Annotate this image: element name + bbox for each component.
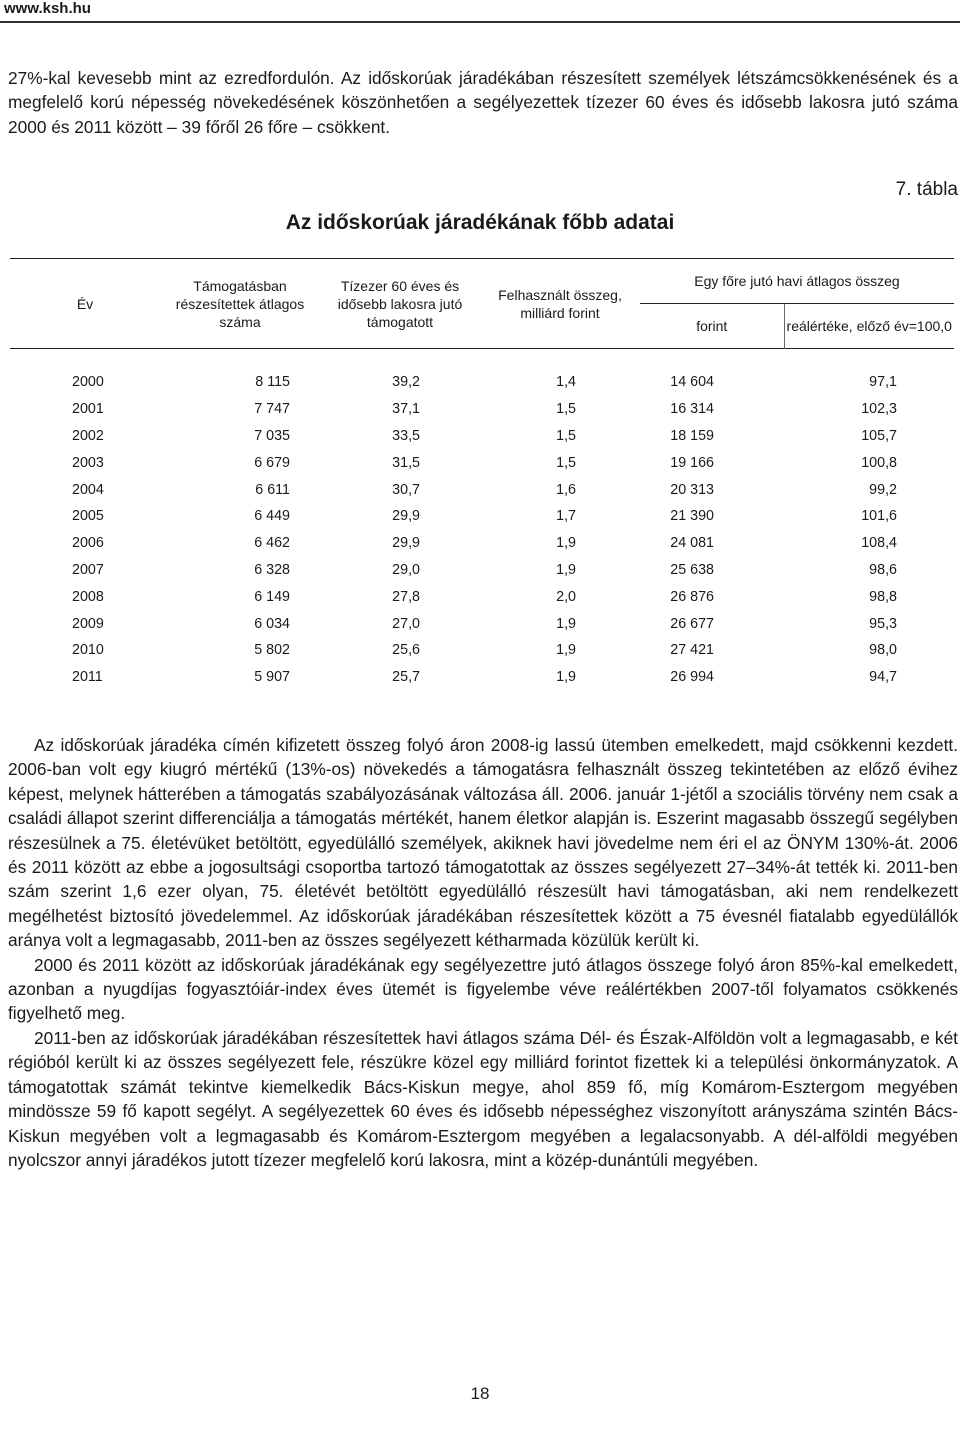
cell-amount: 1,6 [556,481,576,498]
cell-monthly-forint: 25 638 [670,561,714,578]
cell-monthly-forint: 21 390 [670,508,714,525]
cell-recipients: 6 328 [254,561,290,578]
cell-recipients: 6 462 [254,535,290,552]
cell-monthly-forint: 14 604 [670,374,714,391]
cell-monthly-real: 98,0 [869,642,897,659]
cell-per-10000: 27,8 [392,588,420,605]
cell-year: 2002 [72,427,104,444]
cell-year: 2009 [72,615,104,632]
cell-per-10000: 37,1 [392,401,420,418]
cell-monthly-real: 98,6 [869,561,897,578]
cell-amount: 1,5 [556,454,576,471]
cell-per-10000: 29,0 [392,561,420,578]
site-url[interactable]: www.ksh.hu [4,0,91,17]
table-row [10,530,954,557]
cell-recipients: 5 802 [254,642,290,659]
cell-amount: 1,7 [556,508,576,525]
table-header [10,259,954,349]
header-amount: Felhasznált összeg, milliárd forint [498,286,622,321]
cell-per-10000: 31,5 [392,454,420,471]
cell-amount: 1,4 [556,374,576,391]
cell-year: 2008 [72,588,104,605]
page-number: 18 [470,1384,490,1403]
cell-monthly-forint: 16 314 [670,401,714,418]
cell-year: 2005 [72,508,104,525]
cell-monthly-real: 101,6 [861,508,897,525]
cell-year: 2006 [72,535,104,552]
cell-recipients: 6 611 [255,481,290,498]
table-row [10,423,954,450]
cell-year: 2003 [72,454,104,471]
cell-recipients: 7 035 [254,427,290,444]
cell-monthly-real: 98,8 [869,588,897,605]
cell-monthly-forint: 26 677 [670,615,714,632]
cell-amount: 1,9 [556,615,576,632]
table-title: Az időskorúak járadékának főbb adatai [285,211,675,234]
body-paragraph-3: 2011-ben az időskorúak járadékában részesítettek havi átlagos száma Dél- és Észak-Alföldön volt a legmagasabb, e két régióból került ki az összes segélyezett fele, részükre közel egy milliárd forintot fizettek ki a települési önkormányzatok. A támogatottak számát tekintve kiemelkedik Bács-Kiskun megye, ahol 859 fő, míg Komárom-Esztergom megyében mindössze 59 fő kapott segélyt. A segélyezettek 60 éves és idősebb népességhez viszonyított arányszáma szintén Bács-Kiskun megyében volt a legmagasabb és Komárom-Esztergom megyében a legalacsonyabb. A dél-alföldi megyében nyolcszor annyi járadékos jutott tízezer megfelelő korú lakosra, mint a közép-dunántúli megyében. [8,1027,958,1170]
cell-per-10000: 39,2 [392,374,420,391]
cell-recipients: 7 747 [254,401,290,418]
cell-per-10000: 29,9 [392,508,420,525]
cell-year: 2007 [72,561,104,578]
cell-per-10000: 25,7 [392,669,420,686]
cell-monthly-real: 97,1 [869,374,897,391]
table-row [10,637,954,664]
cell-monthly-real: 95,3 [869,615,897,632]
header-rule [0,21,960,23]
cell-per-10000: 30,7 [392,481,420,498]
header-monthly-real: reálértéke, előző év=100,0 [784,304,954,349]
cell-monthly-real: 102,3 [861,401,897,418]
header-monthly-forint: forint [696,318,728,334]
cell-recipients: 6 149 [254,588,290,605]
cell-recipients: 6 034 [254,615,290,632]
cell-monthly-forint: 20 313 [670,481,714,498]
cell-per-10000: 27,0 [392,615,420,632]
cell-amount: 1,9 [556,669,576,686]
table-number: 7. tábla [895,179,958,200]
table-body [10,349,954,691]
cell-recipients: 5 907 [254,669,290,686]
intro-paragraph [8,66,958,139]
table-row [10,583,954,610]
cell-monthly-forint: 24 081 [670,535,714,552]
cell-monthly-forint: 27 421 [670,642,714,659]
data-table [10,258,954,691]
cell-recipients: 8 115 [255,374,290,391]
cell-recipients: 6 449 [254,508,290,525]
cell-amount: 1,9 [556,642,576,659]
cell-amount: 1,9 [556,561,576,578]
table-row [10,349,954,396]
body-paragraph-1: Az időskorúak járadéka címén kifizetett összeg folyó áron 2008-ig lassú ütemben emelkedett, majd csökkenni kezdett. 2006-ban volt egy kiugró mértékű (13%-os) növekedés a támogatásra felhasznált összeg tekintetében az előző évihez képest, melynek hátterében a támogatás szabályozásának változása áll. 2006. január 1-jétől a szociális törvény nem csak a családi állapot szerint differenciálja a támogatás mértékét, hanem életkor alapján is. Eszerint magasabb összegű segélyben részesülnek a 75. életévüket betöltött, egyedülálló személyek, akiknek havi jövedelme nem éri el az ÖNYM 130%-át. 2006 és 2011 között az ebbe a jogosultsági csoportba tartozó támogatottak az összes segélyezett 27–34%-át tették ki. 2011-ben szám szerint 1,6 ezer olyan, 75. életévét betöltött egyedülálló részesült havi támogatásban, aki nem rendelkezett megélhetést biztosító jövedelemmel. Az időskorúak járadékában részesítettek között a 75 évesnél fiatalabb egyedülállók aránya volt a legmagasabb, 2011-ben az összes segélyezett kétharmada közülük került ki. [8,735,958,951]
cell-year: 2004 [72,481,104,498]
cell-year: 2001 [72,401,104,418]
header-recipients: Támogatásban részesítettek átlagos száma [175,277,305,330]
cell-amount: 1,5 [556,427,576,444]
header-year: Év [76,295,94,312]
cell-monthly-real: 94,7 [869,669,897,686]
intro-text: 27%-kal kevesebb mint az ezredfordulón. Az időskorúak járadékában részesített személyek létszámcsökkenésének és a megfelelő korú népesség növekedésének köszönhetően a segélyezettek tízezer 60 éves és idősebb lakosra jutó száma 2000 és 2011 között – 39 főről 26 főre – csökkent. [8,68,958,137]
cell-per-10000: 29,9 [392,535,420,552]
header-per-10000: Tízezer 60 éves és idősebb lakosra jutó támogatott [337,277,463,330]
header-monthly-group: Egy főre jutó havi átlagos összeg [640,259,954,304]
cell-amount: 1,9 [556,535,576,552]
cell-monthly-real: 108,4 [861,535,897,552]
cell-year: 2000 [72,374,104,391]
table-row [10,503,954,530]
cell-amount: 2,0 [556,588,576,605]
cell-per-10000: 33,5 [392,427,420,444]
table-row [10,449,954,476]
cell-monthly-forint: 26 994 [670,669,714,686]
cell-monthly-real: 105,7 [861,427,897,444]
cell-year: 2010 [72,642,104,659]
cell-monthly-real: 99,2 [869,481,897,498]
cell-year: 2011 [72,669,103,686]
cell-monthly-forint: 26 876 [670,588,714,605]
table-row [10,396,954,423]
table-row [10,476,954,503]
cell-monthly-real: 100,8 [861,454,897,471]
cell-monthly-forint: 18 159 [670,427,714,444]
table-row [10,664,954,691]
cell-per-10000: 25,6 [392,642,420,659]
table-row [10,610,954,637]
body-text [8,733,958,1172]
body-paragraph-2: 2000 és 2011 között az időskorúak járadékának egy segélyezettre jutó átlagos összege folyó áron 85%-kal emelkedett, azonban a nyugdíjas fogyasztóiár-index éves ütemét is figyelembe véve reálértékben 2007-től folyamatos csökkenés figyelhető meg. [8,954,958,1024]
cell-recipients: 6 679 [254,454,290,471]
cell-amount: 1,5 [556,401,576,418]
cell-monthly-forint: 19 166 [670,454,714,471]
table-row [10,557,954,584]
